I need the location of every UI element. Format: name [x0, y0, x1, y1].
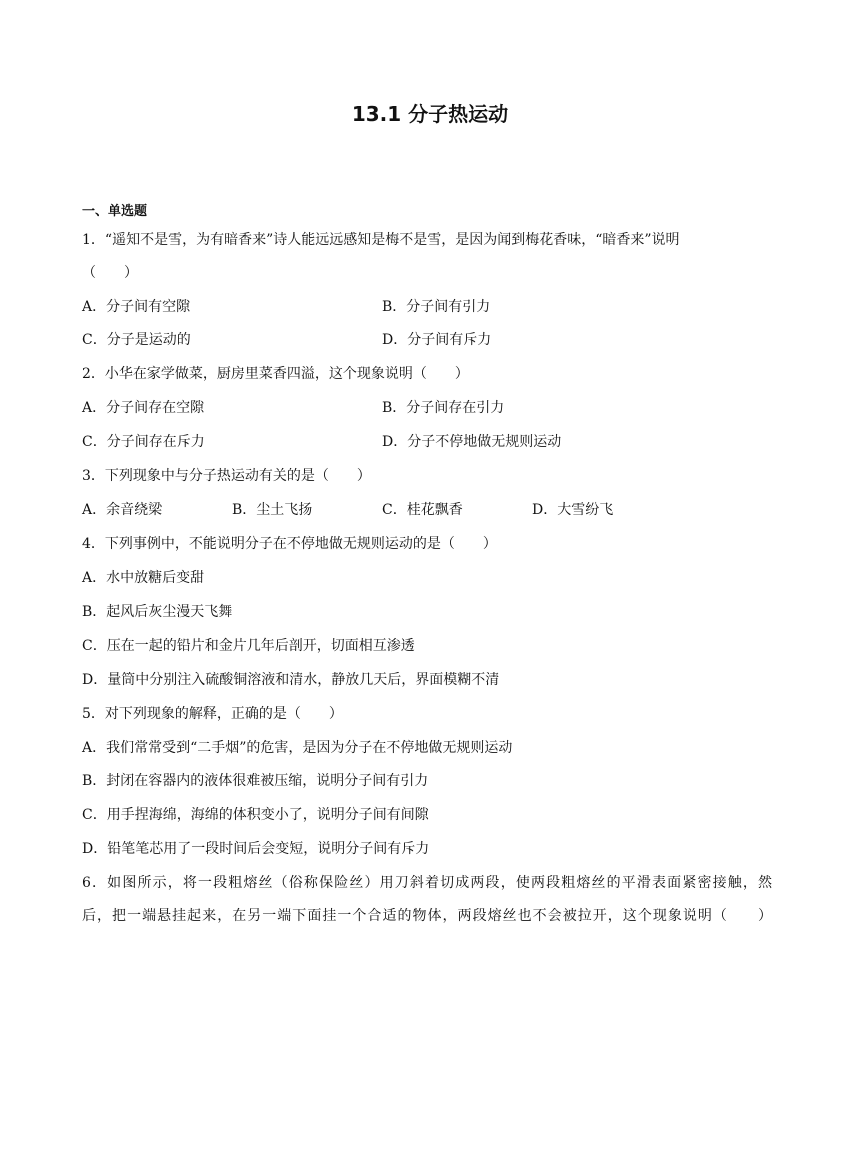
question-1-stem-line-1: 1．“遥知不是雪，为有暗香来”诗人能远远感知是梅不是雪，是因为闻到梅花香味，“暗香来”说明	[82, 232, 680, 248]
question-6-stem-line-1: 6．如图所示，将一段粗熔丝（俗称保险丝）用刀斜着切成两段，使两段粗熔丝的平滑表面紧密接触，然	[82, 875, 772, 891]
question-6-stem-line-2: 后，把一端悬挂起来，在另一端下面挂一个合适的物体，两段熔丝也不会被拉开，这个现象说明（ ）	[82, 908, 772, 924]
question-5-stem: 5．对下列现象的解释，正确的是（ ）	[82, 706, 343, 722]
question-3-option-a: A．余音绕梁	[82, 502, 163, 518]
question-5-option-a: A．我们常常受到“二手烟”的危害，是因为分子在不停地做无规则运动	[82, 740, 513, 756]
question-5-option-b: B．封闭在容器内的液体很难被压缩，说明分子间有引力	[82, 773, 429, 789]
question-2-option-d: D．分子不停地做无规则运动	[382, 434, 562, 450]
question-1-option-b: B．分子间有引力	[382, 299, 491, 315]
question-4-option-b: B．起风后灰尘漫天飞舞	[82, 604, 233, 620]
question-5-option-d: D．铅笔笔芯用了一段时间后会变短，说明分子间有斥力	[82, 841, 430, 857]
section-heading: 一、单选题	[82, 204, 148, 219]
question-2-option-c: C．分子间存在斥力	[82, 434, 205, 450]
question-4-option-d: D．量筒中分别注入硫酸铜溶液和清水，静放几天后，界面模糊不清	[82, 672, 500, 688]
question-4-stem: 4．下列事例中，不能说明分子在不停地做无规则运动的是（ ）	[82, 536, 497, 552]
question-2-option-a: A．分子间存在空隙	[82, 400, 205, 416]
question-3-option-c: C．桂花飘香	[382, 502, 463, 518]
question-4-option-a: A．水中放糖后变甜	[82, 570, 205, 586]
question-2-option-b: B．分子间存在引力	[382, 400, 505, 416]
page-title: 13.1 分子热运动	[351, 102, 509, 126]
question-1-stem-line-2: （ ）	[82, 265, 138, 281]
question-3-option-d: D．大雪纷飞	[532, 502, 614, 518]
question-1-option-d: D．分子间有斥力	[382, 332, 492, 348]
question-1-option-a: A．分子间有空隙	[82, 299, 191, 315]
question-2-stem: 2．小华在家学做菜，厨房里菜香四溢，这个现象说明（ ）	[82, 366, 469, 382]
question-5-option-c: C．用手捏海绵，海绵的体积变小了，说明分子间有间隙	[82, 807, 429, 823]
question-4-option-c: C．压在一起的铅片和金片几年后剖开，切面相互渗透	[82, 638, 415, 654]
question-3-stem: 3．下列现象中与分子热运动有关的是（ ）	[82, 468, 371, 484]
question-1-option-c: C．分子是运动的	[82, 332, 191, 348]
question-3-option-b: B．尘土飞扬	[232, 502, 313, 518]
